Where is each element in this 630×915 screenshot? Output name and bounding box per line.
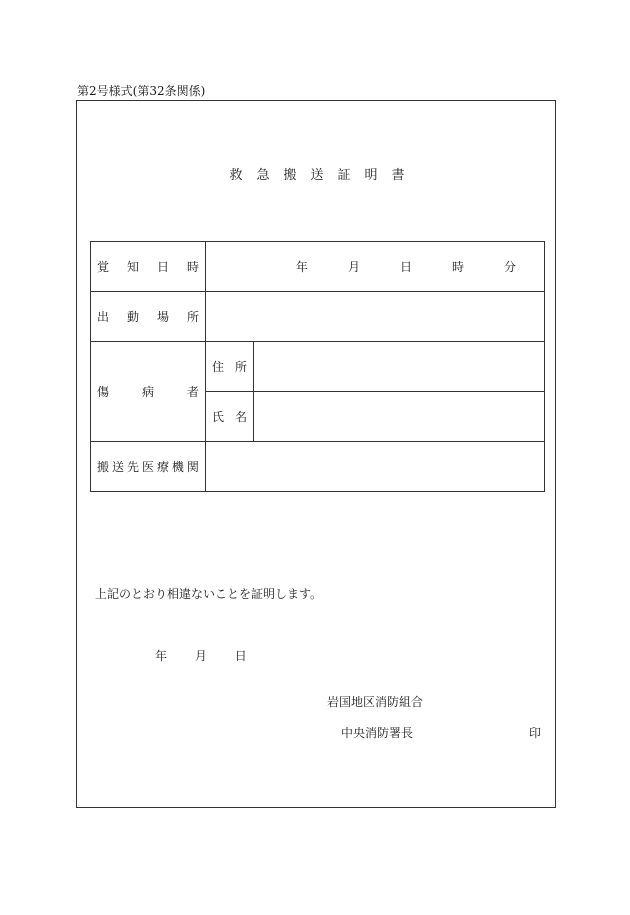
destination-hospital-field[interactable] (206, 442, 545, 492)
issue-date-month-unit: 月 (194, 649, 207, 663)
notified-datetime-row (91, 242, 545, 292)
notified-datetime-label (91, 242, 206, 292)
name-label (206, 392, 254, 442)
patient-name-field[interactable] (254, 392, 545, 442)
label-text: 搬 送 先 医 療 機 関 (97, 460, 199, 474)
document-title: 救急搬送証明書 (229, 168, 419, 183)
issue-date-day-unit: 日 (234, 649, 247, 663)
datetime-year-unit: 年 (295, 260, 308, 274)
label-text: 傷 病 者 (97, 385, 199, 399)
datetime-hour-unit: 時 (451, 260, 464, 274)
seal-mark: 印 (529, 726, 542, 740)
dispatch-location-field[interactable] (206, 292, 545, 342)
form-number: 第2号様式(第32条関係) (77, 84, 206, 98)
issue-date[interactable] (155, 647, 271, 664)
issue-date-year-unit: 年 (155, 649, 168, 663)
notified-datetime-field[interactable] (206, 242, 545, 292)
issuer-organization: 岩国地区消防組合 (327, 695, 424, 709)
certification-statement: 上記のとおり相違ないことを証明します。 (95, 587, 323, 601)
address-label (206, 342, 254, 392)
issuer-title: 中央消防署長 (341, 726, 414, 740)
dispatch-location-row (91, 292, 545, 342)
datetime-day-unit: 日 (399, 260, 412, 274)
label-text: 住 所 (212, 360, 247, 374)
datetime-month-unit: 月 (347, 260, 360, 274)
label-text: 出 動 場 所 (97, 310, 199, 324)
certificate-frame (76, 100, 556, 808)
destination-hospital-label (91, 442, 206, 492)
patient-address-row (91, 342, 545, 392)
info-table (90, 241, 545, 492)
destination-hospital-row (91, 442, 545, 492)
label-text: 氏 名 (212, 410, 247, 424)
datetime-minute-unit: 分 (503, 260, 516, 274)
dispatch-location-label (91, 292, 206, 342)
patient-address-field[interactable] (254, 342, 545, 392)
label-text: 覚 知 日 時 (97, 260, 199, 274)
patient-label (91, 342, 206, 442)
